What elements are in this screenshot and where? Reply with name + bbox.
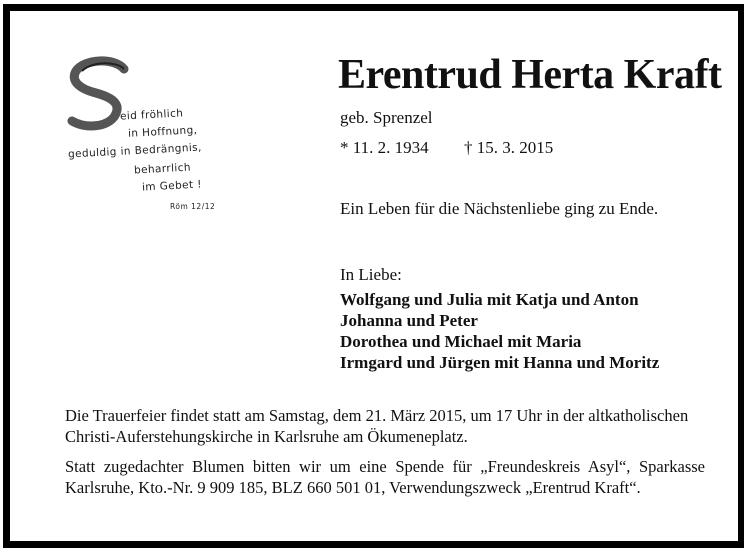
obituary-card	[3, 4, 744, 548]
mourners-list	[340, 289, 659, 373]
mourner-line: Johanna und Peter	[340, 311, 478, 330]
notice-block	[65, 405, 705, 498]
birth-date: * 11. 2. 1934	[340, 138, 429, 157]
calligraphic-initial	[62, 55, 142, 135]
donation-notice: Statt zugedachter Blumen bitten wir um eine Spende für „Freundeskreis Asyl“, Sparkasse Karlsruhe, Kto.-Nr. 9 909 185, BLZ 660 501 01, Verwendungszweck „Erentrud Kraft“.	[65, 457, 705, 497]
mourner-line: Dorothea und Michael mit Maria	[340, 332, 582, 351]
mourner-line: Wolfgang und Julia mit Katja und Anton	[340, 290, 639, 309]
funeral-notice: Die Trauerfeier findet statt am Samstag, dem 21. März 2015, um 17 Uhr in der altkatholischen Christi-Auferstehungskirche in Karlsruhe am Ökumeneplatz.	[65, 406, 689, 446]
death-date: † 15. 3. 2015	[464, 138, 554, 157]
deceased-name: Erentrud Herta Kraft	[338, 52, 722, 98]
obituary-motto: Ein Leben für die Nächstenliebe ging zu Ende.	[340, 199, 659, 218]
verse-line-5: im Gebet !	[141, 178, 203, 194]
calligraphic-initial-letter: S	[100, 111, 101, 112]
verse-line-4: beharrlich	[133, 161, 192, 177]
birth-name: geb. Sprenzel	[340, 108, 433, 127]
verse-reference: Röm 12/12	[170, 202, 216, 211]
verse-line-3: geduldig in Bedrängnis,	[67, 141, 203, 161]
life-dates	[340, 138, 554, 158]
mourner-line: Irmgard und Jürgen mit Hanna und Moritz	[340, 353, 660, 372]
calligraphy-verse	[62, 55, 302, 225]
verse-line-1: eid fröhlich	[119, 107, 184, 123]
verse-line-2: in Hoffnung,	[127, 124, 198, 140]
mourners-label: In Liebe:	[340, 265, 402, 284]
